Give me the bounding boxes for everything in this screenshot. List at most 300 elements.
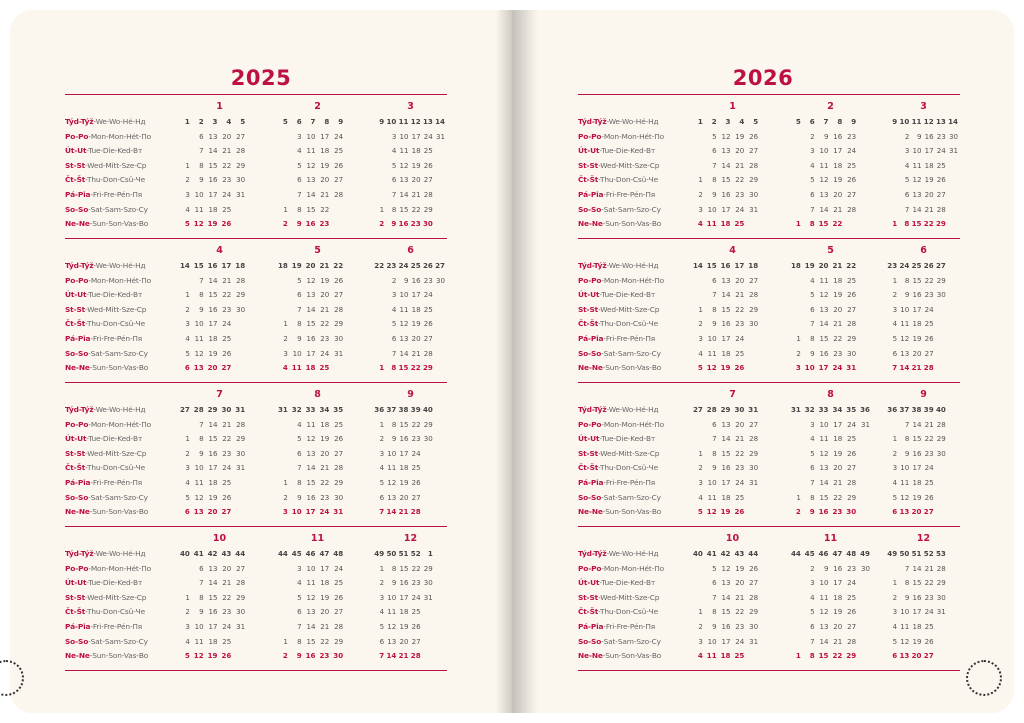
day-number: 11 [819, 434, 829, 444]
day-number [247, 203, 261, 218]
week-number [948, 403, 960, 418]
day-row [691, 173, 774, 188]
day-number: 5 [810, 290, 815, 300]
week-number: 42 [207, 549, 218, 558]
day-row [178, 159, 261, 174]
day-number: 17 [411, 131, 421, 141]
day-number: 13 [306, 607, 316, 617]
month-gap [359, 403, 374, 418]
day-number: 9 [199, 304, 204, 314]
day-number: 6 [199, 563, 204, 573]
day-number [789, 562, 803, 577]
day-number: 26 [423, 160, 433, 170]
row-label-rest: -Tue-Die-Ked-Вт [86, 146, 143, 156]
day-number: 6 [199, 131, 204, 141]
week-number: 12 [410, 117, 421, 126]
day-number: 1 [796, 492, 801, 502]
day-number: 11 [306, 578, 316, 588]
day-row [276, 461, 359, 476]
day-row [276, 203, 359, 218]
day-number [276, 432, 290, 447]
day-number: 24 [924, 607, 934, 617]
row-label-short: So-So [65, 636, 89, 646]
month-gap [872, 447, 887, 462]
day-number [760, 418, 774, 433]
day-number [887, 130, 899, 145]
month-gap [359, 144, 374, 159]
day-number: 7 [379, 507, 385, 517]
row-label-rest: -Mon-Mon-Hét-По [601, 563, 664, 573]
day-number: 11 [291, 363, 302, 373]
day-number: 28 [334, 189, 344, 199]
day-number [423, 491, 435, 506]
day-number [887, 188, 899, 203]
day-number [435, 361, 447, 376]
day-number: 7 [297, 463, 302, 473]
week-number [435, 547, 447, 562]
day-number: 6 [391, 333, 397, 343]
day-number: 10 [387, 448, 397, 458]
row-label-rest: -Mon-Mon-Hét-По [88, 419, 151, 429]
day-number: 13 [819, 304, 829, 314]
day-number [789, 173, 803, 188]
day-number: 4 [810, 592, 815, 602]
day-number: 23 [410, 219, 421, 229]
week-number: 15 [193, 261, 204, 270]
row-label-short: Ne-Ne [65, 363, 90, 373]
day-number [178, 418, 192, 433]
day-number: 8 [904, 219, 910, 229]
day-number [435, 620, 447, 635]
row-label [578, 476, 691, 491]
day-number: 1 [379, 204, 385, 214]
month-gap [261, 259, 276, 274]
day-number [276, 591, 290, 606]
day-number: 6 [391, 175, 397, 185]
day-number: 28 [236, 578, 246, 588]
day-number: 24 [735, 333, 745, 343]
day-row [691, 317, 774, 332]
row-label [578, 361, 691, 376]
day-row [178, 418, 261, 433]
day-number: 7 [712, 290, 717, 300]
day-number: 29 [334, 636, 344, 646]
day-number: 6 [379, 636, 385, 646]
day-number: 8 [391, 204, 397, 214]
day-number: 16 [819, 348, 829, 358]
row-label-rest: -Wed-Mitt-Sze-Ср [598, 304, 660, 314]
day-row [374, 332, 447, 347]
week-number: 40 [692, 549, 703, 558]
day-number: 28 [847, 204, 857, 214]
day-number: 5 [712, 563, 717, 573]
day-number: 28 [236, 146, 246, 156]
week-number: 35 [846, 405, 857, 414]
day-number: 16 [411, 275, 421, 285]
day-number: 29 [935, 219, 946, 229]
day-number [345, 620, 359, 635]
day-number: 14 [386, 507, 397, 517]
day-number: 21 [911, 363, 922, 373]
month-gap [872, 576, 887, 591]
row-label-short: St-St [65, 304, 86, 314]
day-number [247, 317, 261, 332]
day-number: 8 [712, 175, 717, 185]
day-number: 13 [899, 507, 910, 517]
week-number: 2 [711, 117, 717, 126]
day-row [374, 203, 447, 218]
day-number: 15 [208, 290, 218, 300]
day-number: 15 [398, 363, 409, 373]
day-number [233, 203, 247, 218]
day-number: 23 [735, 463, 745, 473]
day-number: 29 [749, 607, 759, 617]
day-number: 26 [734, 363, 745, 373]
day-row [887, 591, 960, 606]
day-number: 6 [810, 304, 815, 314]
day-number [948, 605, 960, 620]
week-number [948, 547, 960, 562]
week-number: 34 [832, 405, 843, 414]
month-number: 6 [920, 245, 927, 256]
day-row [276, 635, 359, 650]
day-row [374, 461, 447, 476]
day-number: 25 [423, 146, 433, 156]
day-number [233, 361, 247, 376]
week-number: 28 [193, 405, 204, 414]
day-row [276, 288, 359, 303]
row-label-rest: -Fri-Fre-Pén-Пя [603, 477, 656, 487]
day-number [423, 635, 435, 650]
day-row [691, 159, 774, 174]
day-row [691, 144, 774, 159]
day-number: 13 [387, 492, 397, 502]
day-number: 11 [819, 592, 829, 602]
day-number [887, 418, 899, 433]
day-number: 23 [222, 304, 232, 314]
week-number: 16 [720, 261, 731, 270]
day-number: 13 [819, 621, 829, 631]
day-number [936, 303, 948, 318]
day-number: 20 [833, 304, 843, 314]
day-number: 5 [185, 348, 190, 358]
week-number: 9 [338, 117, 344, 126]
day-number: 14 [208, 578, 218, 588]
week-number [760, 403, 774, 418]
row-label-short: Pá-Pia [65, 621, 91, 631]
week-number: 25 [911, 261, 922, 270]
quarter-grid [578, 245, 960, 376]
day-number: 26 [334, 592, 344, 602]
day-number [858, 447, 872, 462]
month-gap [359, 288, 374, 303]
month-gap [359, 547, 374, 562]
day-row [789, 649, 872, 664]
day-number: 9 [391, 219, 397, 229]
day-number: 11 [387, 607, 397, 617]
day-number: 8 [199, 290, 204, 300]
day-number: 18 [833, 434, 843, 444]
day-number: 3 [892, 463, 898, 473]
row-label [65, 418, 178, 433]
day-number: 10 [399, 131, 409, 141]
day-row [691, 635, 774, 650]
day-number: 3 [810, 419, 815, 429]
day-number: 9 [199, 175, 204, 185]
day-number: 1 [698, 304, 703, 314]
day-number: 7 [904, 204, 910, 214]
week-number: 10 [386, 117, 397, 126]
row-label-rest: -Thu-Don-Csü-Че [85, 175, 145, 185]
day-number [374, 188, 386, 203]
day-number: 10 [819, 419, 829, 429]
day-number: 24 [847, 578, 857, 588]
row-label-rest: -Fri-Fre-Pén-Пя [603, 621, 656, 631]
day-number [435, 461, 447, 476]
day-number: 31 [936, 607, 946, 617]
month-gap [359, 173, 374, 188]
day-number: 12 [387, 477, 397, 487]
day-row [691, 620, 774, 635]
day-number: 15 [912, 578, 922, 588]
day-number [374, 288, 386, 303]
day-number: 12 [193, 219, 204, 229]
day-number: 24 [222, 319, 232, 329]
day-number: 21 [320, 189, 330, 199]
day-row [178, 461, 261, 476]
day-number: 2 [185, 175, 190, 185]
month-gap [774, 620, 789, 635]
week-number: 44 [277, 549, 288, 558]
month-gap [359, 347, 374, 362]
week-number: 25 [410, 261, 421, 270]
day-number [276, 418, 290, 433]
month-gap [774, 332, 789, 347]
day-number: 7 [379, 651, 385, 661]
row-label-rest: -Fri-Fre-Pén-Пя [90, 621, 143, 631]
row-label-rest: -Sat-Sam-Szo-Су [88, 204, 148, 214]
week-number: 43 [734, 549, 745, 558]
row-label-short: Týd-Týž [578, 117, 607, 126]
day-number [423, 461, 435, 476]
week-number: 7 [310, 117, 316, 126]
day-number: 17 [306, 348, 316, 358]
week-number: 3 [212, 117, 218, 126]
day-number [345, 217, 359, 232]
quarter-grid [65, 245, 447, 376]
day-number: 5 [184, 219, 190, 229]
row-label-rest: -Sat-Sam-Szo-Су [88, 636, 148, 646]
day-number: 30 [422, 219, 433, 229]
row-label-rest: -Tue-Die-Ked-Вт [86, 290, 143, 300]
day-number: 20 [833, 463, 843, 473]
week-number: 38 [911, 405, 922, 414]
week-number [247, 547, 261, 562]
day-number: 14 [399, 189, 409, 199]
day-number: 14 [721, 290, 731, 300]
day-number: 30 [860, 563, 870, 573]
month-gap [872, 159, 887, 174]
day-number [435, 317, 447, 332]
day-number: 9 [391, 578, 397, 588]
day-number: 30 [236, 304, 246, 314]
row-label-short: St-St [578, 160, 599, 170]
day-number: 4 [185, 204, 190, 214]
day-row [789, 317, 872, 332]
row-label [578, 418, 691, 433]
month-gap [261, 317, 276, 332]
month-gap [774, 605, 789, 620]
day-number [423, 620, 435, 635]
day-number [760, 505, 774, 520]
day-number: 8 [199, 160, 204, 170]
month-gap [261, 505, 276, 520]
day-number: 2 [185, 448, 190, 458]
day-number: 20 [735, 275, 745, 285]
day-number: 22 [924, 434, 934, 444]
week-number: 7 [823, 117, 829, 126]
month-gap [774, 259, 789, 274]
day-number: 12 [819, 448, 829, 458]
quarter-block [578, 527, 960, 671]
day-number: 6 [904, 189, 910, 199]
day-number: 14 [306, 189, 316, 199]
row-label-rest: -Sun-Son-Vas-Во [602, 363, 662, 373]
month-number: 8 [827, 389, 834, 400]
day-number: 19 [924, 175, 934, 185]
day-number: 19 [320, 160, 330, 170]
day-number: 4 [391, 146, 397, 156]
day-row [374, 591, 447, 606]
month-gap [872, 245, 887, 259]
day-number: 8 [904, 578, 910, 588]
quarter-grid [65, 101, 447, 232]
day-number: 24 [423, 131, 433, 141]
day-number [858, 203, 872, 218]
day-number [423, 505, 435, 520]
day-number: 24 [423, 290, 433, 300]
day-number: 9 [296, 651, 302, 661]
day-number: 14 [899, 363, 910, 373]
row-label-rest: -We-Wo-Hé-Нд [606, 405, 659, 414]
month-number: 7 [729, 389, 736, 400]
day-row [374, 217, 447, 232]
day-number [789, 635, 803, 650]
day-number: 23 [423, 275, 433, 285]
day-row [887, 173, 960, 188]
day-number: 10 [306, 131, 316, 141]
day-number [691, 591, 705, 606]
day-row [691, 591, 774, 606]
day-number: 6 [297, 290, 302, 300]
row-label [578, 274, 691, 289]
day-number: 19 [735, 131, 745, 141]
day-number [948, 635, 960, 650]
day-number [948, 461, 960, 476]
day-number: 13 [721, 275, 731, 285]
day-number: 17 [833, 146, 843, 156]
day-number: 22 [320, 636, 330, 646]
day-number: 3 [297, 563, 302, 573]
day-number [276, 605, 290, 620]
day-number: 21 [833, 319, 843, 329]
day-number: 27 [221, 363, 232, 373]
day-number [247, 620, 261, 635]
day-number [887, 173, 899, 188]
row-label [65, 649, 178, 664]
week-number: 48 [333, 549, 344, 558]
month-gap [872, 620, 887, 635]
day-number [948, 159, 960, 174]
row-label-short: Čt-Št [65, 463, 86, 473]
month-gap [261, 288, 276, 303]
day-row [887, 447, 960, 462]
month-gap [774, 130, 789, 145]
day-number: 17 [208, 463, 218, 473]
day-number: 13 [900, 348, 910, 358]
day-number: 25 [924, 477, 934, 487]
row-label [65, 173, 178, 188]
day-number: 19 [720, 507, 731, 517]
row-label-rest: -Wed-Mitt-Sze-Ср [85, 448, 147, 458]
day-number: 6 [379, 492, 385, 502]
day-number: 17 [320, 563, 330, 573]
day-number: 1 [185, 434, 190, 444]
day-number [858, 317, 872, 332]
day-number: 14 [208, 146, 218, 156]
day-number [789, 418, 803, 433]
row-label-short: So-So [578, 636, 602, 646]
day-number: 31 [749, 636, 759, 646]
day-number [345, 476, 359, 491]
day-number: 2 [810, 563, 815, 573]
week-number [858, 115, 872, 130]
week-number: 39 [410, 405, 421, 414]
row-label-short: So-So [578, 492, 602, 502]
week-number: 31 [748, 405, 759, 414]
day-number: 2 [283, 492, 288, 502]
week-number: 21 [832, 261, 843, 270]
day-number [247, 562, 261, 577]
month-gap [872, 418, 887, 433]
row-label-rest: -Sat-Sam-Szo-Су [601, 636, 661, 646]
day-number: 30 [333, 651, 344, 661]
day-number: 16 [399, 578, 409, 588]
day-row [887, 649, 960, 664]
day-number: 5 [379, 477, 385, 487]
day-number: 27 [411, 492, 421, 502]
day-number: 22 [924, 275, 934, 285]
day-number [435, 635, 447, 650]
week-number: 27 [692, 405, 703, 414]
day-row [178, 274, 261, 289]
day-row [789, 605, 872, 620]
week-number: 11 [398, 117, 409, 126]
day-number [789, 591, 803, 606]
week-number-row [276, 547, 359, 562]
day-number [435, 288, 447, 303]
week-number: 4 [226, 117, 232, 126]
day-number: 22 [410, 363, 421, 373]
month-gap [261, 476, 276, 491]
row-label-rest: -Fri-Fre-Pén-Пя [90, 189, 143, 199]
day-number: 16 [399, 434, 409, 444]
month-gap [359, 188, 374, 203]
day-number: 18 [721, 348, 731, 358]
day-number: 25 [847, 160, 857, 170]
day-number: 7 [810, 477, 815, 487]
row-label-rest: -Thu-Don-Csü-Че [598, 607, 658, 617]
